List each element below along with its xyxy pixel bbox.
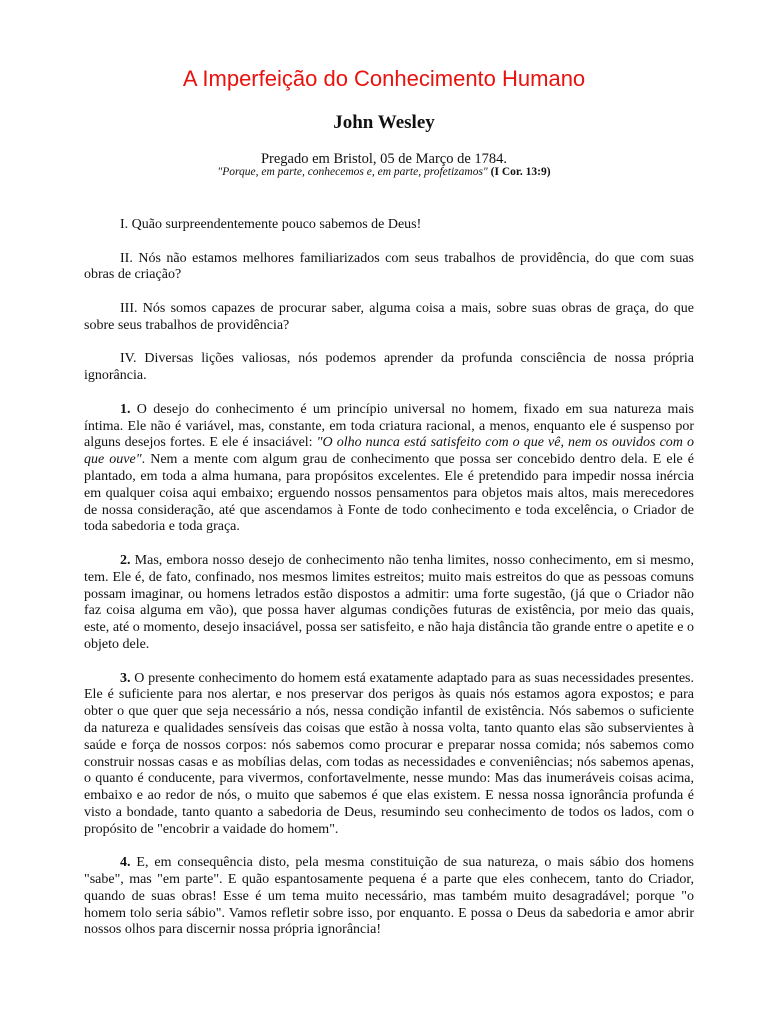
preached-line: Pregado em Bristol, 05 de Março de 1784.: [260, 151, 508, 167]
epigraph-text: "Porque, em parte, conhecemos e, em parte, profetizamos": [217, 166, 488, 178]
outline-item-2: II. Nós não estamos melhores familiarizados com seus trabalhos de providência, do que com suas obras de criação?: [84, 250, 694, 283]
outline-item-4: IV. Diversas lições valiosas, nós podemos aprender da profunda consciência de nossa própria ignorância.: [84, 351, 694, 384]
epigraph-reference: (I Cor. 13:9): [490, 166, 551, 178]
outline-item-1: I. Quão surpreendentemente pouco sabemos de Deus!: [120, 217, 422, 232]
paragraph-3: [84, 671, 694, 839]
paragraph-number: 1.: [120, 401, 131, 417]
sermon-body: [84, 217, 694, 956]
outline-item-3: III. Nós somos capazes de procurar saber, alguma coisa a mais, sobre suas obras de graça, do que sobre seus trabalhos de providência?: [84, 300, 694, 333]
scripture-quote: "O olho nunca está satisfeito com o que vê, nem os ouvidos com o que ouve": [84, 435, 694, 468]
author-name: John Wesley: [333, 112, 435, 133]
paragraph-number: 2.: [120, 552, 131, 568]
document-title: A Imperfeição do Conhecimento Humano: [182, 66, 586, 91]
paragraph-text: . Nem a mente com algum grau de conhecimento que possa ser concebido dentro dela. E ele é plantado, em toda a alma humana, para propósitos excelentes. Ele é pretendido para impedir nossa inércia em qualquer coisa aqui embaixo; erguendo nossos pensamentos para objetos mais altos, mais merecedores de nossa consideração, até que ascendamos à Fonte de todo conhecimento e toda excelência, o Criador de toda sabedoria e toda graça.: [84, 452, 694, 535]
paragraph-text: E, em consequência disto, pela mesma constituição de sua natureza, o mais sábio dos homens "sabe", mas "em parte". E quão espantosamente pequena é a parte que eles conhecem, tanto do Criador, quando de suas obras! Esse é um tema muito necessário, mas também muito desagradável; porque "o homem tolo seria sábio". Vamos refletir sobre isso, por enquanto. E possa o Deus da sabedoria e amor abrir nossos olhos para discernir nossa própria ignorância!: [84, 855, 695, 938]
paragraph-number: 3.: [120, 670, 131, 686]
paragraph-1: [84, 402, 694, 536]
epigraph: [0, 166, 768, 178]
paragraph-text: O presente conhecimento do homem está exatamente adaptado para as suas necessidades presentes. Ele é suficiente para nos alertar, e nos preservar dos perigos às quais nós estamos agora expostos; e para obter o que quer que seja necessário a nós, nessa condição infantil de existência. Nós sabemos o suficiente da natureza e qualidades sensíveis das coisas que estão à nossa volta, tanto quanto elas são subservientes à saúde e força de nossos corpos: nós sabemos como procurar e preparar nossa comida; nós sabemos como construir nossas casas e as mobílias delas, com todas as necessidades e conveniências; nós sabemos apenas, o quanto é conducente, para vivermos, confortavelmente, nesse mundo: Mas das inumeráveis coisas acima, embaixo e ao redor de nós, o muito que sabemos é que elas existem. E nessa nossa ignorância profunda é visto a bondade, tanto quanto a sabedoria de Deus, resumindo seu conhecimento de todos os lados, com o propósito de "encobrir a vaidade do homem".: [84, 670, 695, 837]
paragraph-text: Mas, embora nosso desejo de conhecimento não tenha limites, nosso conhecimento, em si mesmo, tem. Ele é, de fato, confinado, nos mesmos limites estreitos; muito mais estreitos do que as pessoas comuns possam imaginar, ou homens letrados estão dispostos a admitir: uma forte sugestão, (já que o Criador não faz coisa alguma em vão), que possa haver algumas condições futuras de existência, por meio das quais, este, até o momento, desejo insaciável, possa ser satisfeito, e não haja distância tão grande entre o apetite e o objeto dele.: [84, 552, 695, 652]
paragraph-text: O desejo do conhecimento é um princípio universal no homem, fixado em sua natureza mais íntima. Ele não é variável, mas, constante, em toda criatura racional, a menos, enquanto ele é suspenso por alguns desejos fortes. E ele é insaciável:: [84, 401, 695, 451]
paragraph-4: [84, 855, 694, 939]
paragraph-number: 4.: [120, 855, 131, 871]
paragraph-2: [84, 553, 694, 654]
